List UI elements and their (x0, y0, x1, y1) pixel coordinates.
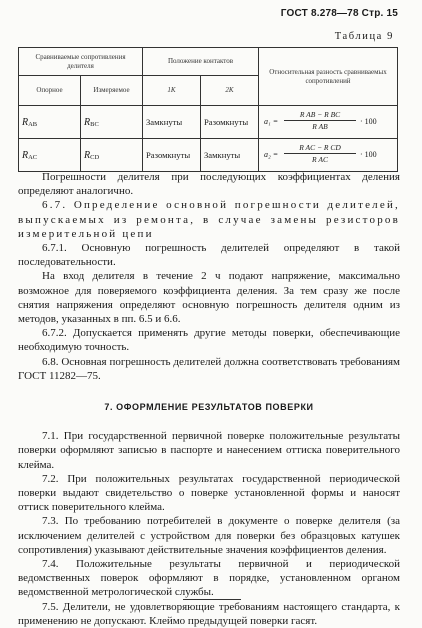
paragraph: Погрешности делителя при последующих коэффициентах деления определяют аналогично. (18, 171, 400, 198)
paragraph-7-4: 7.4. Положительные результаты первичной и периодической ведомственных поверок оформляют в порядке, установленном органом ведомственной метрологической службы. (18, 558, 400, 599)
paragraph-6-8: 6.8. Основная погрешность делителей должна соответствовать требованиям ГОСТ 11282—75. (18, 355, 400, 382)
paragraph-6-7-1: 6.7.1. Основную погрешность делителей определяют в такой последовательности. (18, 242, 400, 269)
header-relative-difference: Относительная разность сравниваемых сопротивлений (259, 48, 398, 106)
header-compared-resistances: Сравниваемые сопротивления делителя (19, 48, 143, 76)
paragraph-7-5: 7.5. Делители, не удовлетворяющие требованиям настоящего стандарта, к применению не допускают. Клеймо предыдущей поверки гасят. (18, 600, 400, 627)
paragraph-7-2: 7.2. При положительных результатах государственной периодической поверки выдают свидетельство о поверке установленной формы и наносят оттиск поверительного клейма. (18, 472, 400, 514)
subheader-reference: Опорное (19, 76, 81, 106)
cell-formula: a₁ = R AB − R BC R AB · 100 (259, 106, 398, 139)
subheader-measured: Измеряемое (81, 76, 143, 106)
table-label: Таблица 9 (334, 31, 394, 42)
cell-reference: RAC (19, 139, 81, 172)
cell-contact-1k: Разомкнуты (143, 139, 201, 172)
body-text (18, 170, 400, 628)
cell-formula: a₂ = R AC − R CD R AC · 100 (259, 139, 398, 172)
paragraph-7-1: 7.1. При государственной первичной поверке положительные результаты поверки оформляют записью в паспорте и нанесением оттиска поверительного клейма. (18, 430, 400, 471)
cell-measured: RBC (81, 106, 143, 139)
cell-contact-1k: Замкнуты (143, 106, 201, 139)
header-contact-position: Положение контактов (143, 48, 259, 76)
table-row (19, 106, 398, 139)
paragraph-6-7-2: 6.7.2. Допускается применять другие методы поверки, обеспечивающие необходимую точность. (18, 327, 400, 354)
page-header: ГОСТ 8.278—78 Стр. 15 (280, 8, 398, 19)
section-title: 7. ОФОРМЛЕНИЕ РЕЗУЛЬТАТОВ ПОВЕРКИ (104, 402, 314, 413)
paragraph: На вход делителя в течение 2 ч подают напряжение, максимально возможное для поверяемого коэффициента деления. За тем сразу же после снятия напряжения определяют основную погрешность делителя одним из методов, указанных в пп. 6.5 и 6.6. (18, 270, 400, 326)
subheader-contact-2k: 2К (201, 76, 259, 106)
cell-measured: RCD (81, 139, 143, 172)
cell-reference: RAB (19, 106, 81, 139)
table-9 (18, 47, 398, 172)
end-rule (183, 599, 241, 600)
subheader-contact-1k: 1К (143, 76, 201, 106)
table-row (19, 139, 398, 172)
cell-contact-2k: Замкнуты (201, 139, 259, 172)
paragraph-7-3: 7.3. По требованию потребителей в документе о поверке делителя (за исключением делителей с устройством для поверки без образцовых катушек сопротивления) указывают действительные значения коэффициентов деления. (18, 515, 400, 556)
cell-contact-2k: Разомкнуты (201, 106, 259, 139)
paragraph-6-7: 6.7. Определение основной погрешности делителей, выпускаемых из ремонта, в случае замены резисторов измерительной цепи (18, 199, 400, 240)
